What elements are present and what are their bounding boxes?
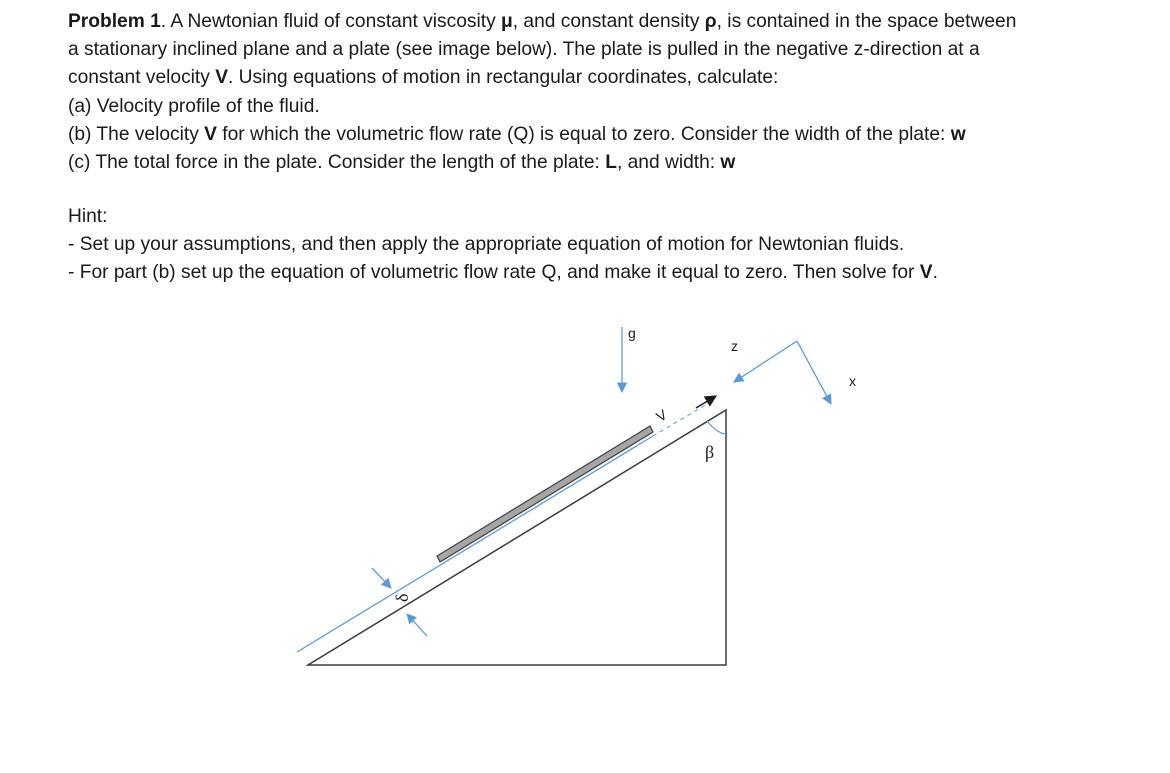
moving-plate	[437, 426, 653, 562]
part-c-length: L	[605, 152, 617, 174]
velocity-arrow	[696, 396, 716, 408]
beta-angle-arc	[707, 421, 726, 434]
hint-velocity: V	[919, 262, 933, 284]
problem-heading: Problem 1	[68, 11, 161, 32]
z-axis-arrow	[734, 341, 797, 382]
hint-title: Hint:	[68, 206, 108, 227]
x-axis-arrow	[797, 341, 831, 404]
intro-text-1: . A Newtonian fluid of constant viscosity	[160, 11, 502, 32]
part-a: (a) Velocity profile of the fluid.	[68, 95, 320, 117]
beta-label: β	[705, 442, 715, 462]
gravity-label: g	[628, 325, 636, 341]
intro-text-2: , and constant density	[512, 11, 705, 32]
x-axis-label: x	[849, 373, 856, 389]
part-c-text-a: (c) The total force in the plate. Consider the length of the plate:	[68, 152, 606, 174]
part-c-text-b: , and width:	[616, 152, 721, 174]
velocity-label: V	[653, 406, 670, 425]
delta-arrow-bottom	[407, 614, 427, 636]
delta-label: δ	[392, 593, 412, 602]
part-b-text-b: for which the volumetric flow rate (Q) is equal to zero. Consider the width of the plate:	[216, 123, 951, 145]
hint-item-2-text-a: - For part (b) set up the equation of volumetric flow rate Q, and make it equal to zero. Then solve for	[68, 262, 920, 284]
line3-text-a: constant velocity	[68, 67, 216, 89]
z-axis-label: z	[731, 338, 738, 354]
velocity-symbol: V	[215, 67, 228, 89]
hint-item-1: - Set up your assumptions, and then apply the appropriate equation of motion for Newtonian fluids.	[68, 234, 905, 256]
mu-symbol: μ	[501, 11, 513, 32]
part-b-velocity: V	[204, 123, 217, 145]
problem-line-2: a stationary inclined plane and a plate (see image below). The plate is pulled in the negative z-direction at a	[68, 39, 980, 61]
inclined-plane	[308, 410, 726, 665]
part-b-width: w	[950, 123, 966, 145]
fluid-boundary-line	[297, 436, 653, 652]
rho-symbol: ρ	[704, 11, 717, 32]
part-b-text-a: (b) The velocity	[68, 123, 205, 145]
hint-item-2-text-b: .	[932, 262, 938, 284]
intro-text-3: , is contained in the space between	[716, 11, 1017, 32]
line3-text-b: . Using equations of motion in rectangular coordinates, calculate:	[228, 67, 779, 89]
delta-arrow-top	[372, 568, 391, 588]
part-c-width: w	[720, 152, 736, 174]
